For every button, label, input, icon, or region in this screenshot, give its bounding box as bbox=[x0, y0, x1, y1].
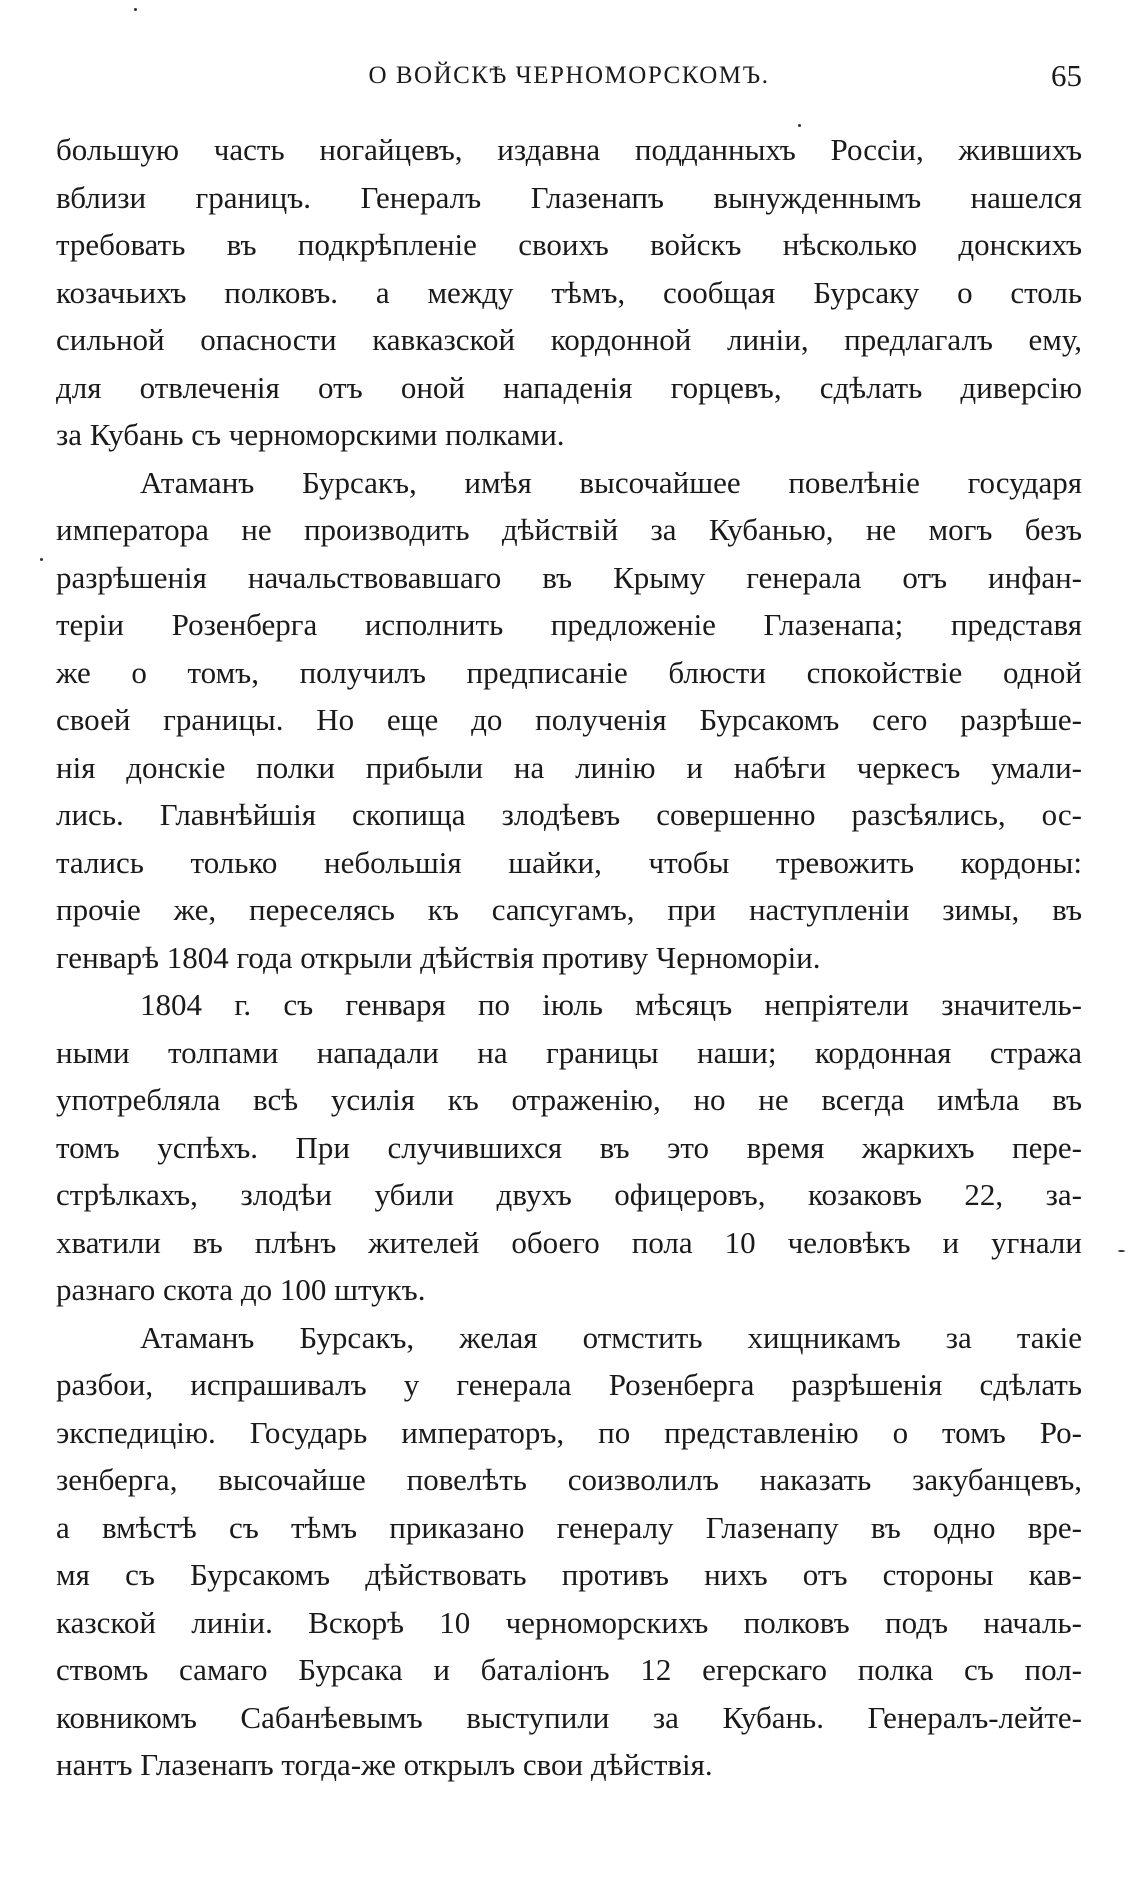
text-line: теріи Розенберга исполнить предложеніе Глазенапа; представя bbox=[56, 607, 1082, 642]
text-line: мя съ Бурсакомъ дѣйствовать противъ нихъ отъ стороны кав- bbox=[56, 1557, 1082, 1592]
text-line: же о томъ, получилъ предписаніе блюсти спокойствіе одной bbox=[56, 654, 1082, 690]
text-line: разбои, испрашивалъ у генерала Розенберга разрѣшенія сдѣлать bbox=[56, 1367, 1082, 1402]
text-line: стрѣлкахъ, злодѣи убили двухъ офицеровъ, козаковъ 22, за- bbox=[56, 1177, 1082, 1212]
scan-speck bbox=[1118, 1250, 1125, 1252]
text-line: употребляла всѣ усилія къ отраженію, но не всегда имѣла въ bbox=[56, 1082, 1082, 1117]
text-line: вблизи границъ. Генералъ Глазенапъ вынужденнымъ нашелся bbox=[56, 179, 1082, 215]
running-title: О ВОЙСКѢ ЧЕРНОМОРСКОМЪ. bbox=[368, 62, 770, 89]
paragraph-3 bbox=[56, 981, 1082, 1314]
running-head bbox=[56, 58, 1082, 102]
text-line: 1804 г. съ генваря по іюль мѣсяцъ непріятели значитель- bbox=[140, 987, 1082, 1022]
text-line: экспедицію. Государь императоръ, по представленію о томъ Ро- bbox=[56, 1414, 1082, 1450]
text-line: лись. Главнѣйшія скопища злодѣевъ совершенно разсѣялись, ос- bbox=[56, 797, 1082, 832]
scan-speck bbox=[40, 558, 43, 561]
text-line: зенберга, высочайше повелѣть соизволилъ наказать закубанцевъ, bbox=[56, 1462, 1082, 1497]
text-line: разнаго скота до 100 штукъ. bbox=[56, 1272, 426, 1307]
text-line: своей границы. Но еще до полученія Бурсакомъ сего разрѣше- bbox=[56, 702, 1082, 737]
text-line: для отвлеченія отъ оной нападенія горцевъ, сдѣлать диверсію bbox=[56, 369, 1082, 405]
paragraph-2 bbox=[56, 459, 1082, 982]
scan-speck bbox=[134, 8, 137, 11]
text-line: прочіе же, переселясь къ сапсугамъ, при наступленіи зимы, въ bbox=[56, 892, 1082, 927]
text-line: а вмѣстѣ съ тѣмъ приказано генералу Глазенапу въ одно вре- bbox=[56, 1509, 1082, 1545]
scan-speck bbox=[798, 124, 801, 127]
text-line: нія донскіе полки прибыли на линію и набѣги черкесъ умали- bbox=[56, 749, 1082, 785]
text-line: разрѣшенія начальствовавшаго въ Крыму генерала отъ инфан- bbox=[56, 559, 1082, 595]
text-line: сильной опасности кавказской кордонной линіи, предлагалъ ему, bbox=[56, 322, 1082, 357]
text-line: требовать въ подкрѣпленіе своихъ войскъ нѣсколько донскихъ bbox=[56, 227, 1082, 262]
text-line: императора не производить дѣйствій за Кубанью, не могъ безъ bbox=[56, 512, 1082, 547]
text-line: томъ успѣхъ. При случившихся въ это время жаркихъ пере- bbox=[56, 1129, 1082, 1165]
text-line: нантъ Глазенапъ тогда-же открылъ свои дѣйствія. bbox=[56, 1747, 713, 1782]
text-line: Атаманъ Бурсакъ, желая отмстить хищникамъ за такіе bbox=[140, 1319, 1082, 1355]
text-line: Атаманъ Бурсакъ, имѣя высочайшее повелѣніе государя bbox=[140, 464, 1082, 500]
text-line: за Кубань съ черноморскими полками. bbox=[56, 417, 565, 452]
text-line: казской линіи. Вскорѣ 10 черноморскихъ полковъ подъ началь- bbox=[56, 1604, 1082, 1640]
text-line: козачьихъ полковъ. а между тѣмъ, сообщая Бурсаку о столь bbox=[56, 274, 1082, 310]
page-number: 65 bbox=[1051, 58, 1082, 93]
text-line: большую часть ногайцевъ, издавна подданныхъ Россіи, жившихъ bbox=[56, 132, 1082, 167]
text-line: ковникомъ Сабанѣевымъ выступили за Кубань. Генералъ-лейте- bbox=[56, 1699, 1082, 1735]
text-body bbox=[56, 126, 1082, 1789]
text-line: ствомъ самаго Бурсака и баталіонъ 12 егерскаго полка съ пол- bbox=[56, 1652, 1082, 1687]
paragraph-1 bbox=[56, 126, 1082, 459]
text-line: ными толпами нападали на границы наши; кордонная стража bbox=[56, 1034, 1082, 1070]
text-line: хватили въ плѣнъ жителей обоего пола 10 человѣкъ и угнали bbox=[56, 1224, 1082, 1260]
paragraph-4 bbox=[56, 1314, 1082, 1789]
text-line: генварѣ 1804 года открыли дѣйствія противу Черноморіи. bbox=[56, 939, 821, 975]
text-line: тались только небольшія шайки, чтобы тревожить кордоны: bbox=[56, 844, 1082, 880]
